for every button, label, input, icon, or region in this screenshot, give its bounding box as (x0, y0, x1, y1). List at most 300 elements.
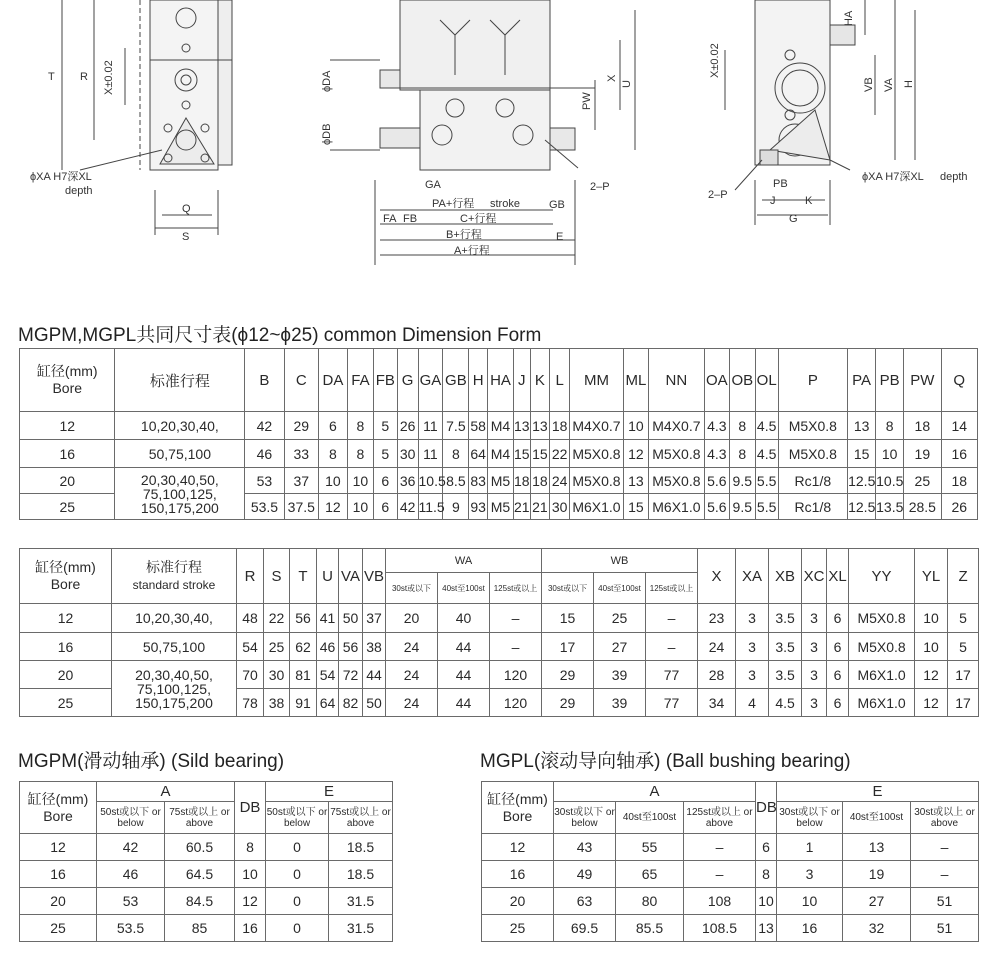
table-cell: 58 (469, 412, 488, 440)
t1-bore-16: 16 (20, 440, 115, 468)
table-cell: 56 (339, 633, 363, 661)
mid-label-GB: GB (549, 199, 565, 211)
table-cell: 22 (550, 440, 570, 468)
t2-col-VA: VA (339, 549, 363, 604)
mgpl-a-sub-2: 40st至100st (616, 802, 684, 834)
t1-col-NN: NN (648, 349, 704, 412)
table-cell: 10 (915, 633, 948, 661)
table-cell: 10 (623, 412, 648, 440)
t1-col-PW: PW (904, 349, 941, 412)
table-cell: 10 (777, 888, 843, 915)
table-row (20, 633, 979, 661)
table-cell: 10 (235, 861, 266, 888)
mid-label-P: 2–P (590, 181, 610, 193)
middle-view-drawing (330, 0, 635, 265)
left-label-Q: Q (182, 203, 191, 215)
table-cell: 6 (827, 689, 849, 717)
table-cell: 10 (876, 440, 904, 468)
table-cell: 26 (397, 412, 418, 440)
table-cell: 44 (438, 689, 490, 717)
table-cell: 10 (347, 494, 373, 520)
t2-col-T: T (290, 549, 317, 604)
table-cell: M6X1.0 (569, 494, 623, 520)
table-cell: 15 (623, 494, 648, 520)
mid-label-FA: FA (383, 213, 397, 225)
table-cell: M5X0.8 (849, 633, 915, 661)
table-cell: – (911, 861, 979, 888)
table-cell: 6 (373, 468, 397, 494)
table-cell: 15 (542, 604, 594, 633)
table-cell: 39 (594, 689, 646, 717)
t2-wb-sub-2: 40st至100st (594, 573, 646, 604)
table-cell: 22 (264, 604, 290, 633)
table-cell: 12 (318, 494, 347, 520)
table-cell: 9 (443, 494, 469, 520)
table-cell: 63 (554, 888, 616, 915)
right-label-K: K (805, 195, 813, 207)
mgpl-col-DB: DB (756, 782, 777, 834)
table-cell: 50 (363, 689, 386, 717)
t1-stroke-multiline (115, 468, 245, 520)
t2-wb-sub-3: 125st或以上 (646, 573, 698, 604)
table-cell: 9.5 (729, 468, 755, 494)
mgpl-col-A: A (554, 782, 756, 802)
mgpm-title: MGPM(滑动轴承) (Sild bearing) (18, 751, 285, 772)
table-cell: 18 (530, 468, 550, 494)
table-cell: 4.3 (704, 440, 729, 468)
table-cell: 4.5 (769, 689, 802, 717)
table-cell: Rc1/8 (778, 494, 848, 520)
table-cell: 37.5 (284, 494, 318, 520)
table-cell: 6 (827, 633, 849, 661)
table-cell: 24 (550, 468, 570, 494)
common-form-title: MGPM,MGPL共同尺寸表(ϕ12~ϕ25) common Dimension Form (18, 325, 542, 346)
table-cell: 3 (736, 661, 769, 689)
t1-col-OA: OA (704, 349, 729, 412)
t1-stroke-line-4: 75,100,125, (142, 485, 217, 502)
table-cell: – (490, 604, 542, 633)
t1-col-DA: DA (318, 349, 347, 412)
table-cell: 19 (904, 440, 941, 468)
t1-col-MM: MM (569, 349, 623, 412)
t2-col-XL: XL (827, 549, 849, 604)
mid-label-GA: GA (425, 179, 441, 191)
table-cell: 18 (550, 412, 570, 440)
table-cell: 15 (848, 440, 876, 468)
t1-stroke-header: 标准行程 (115, 349, 245, 412)
table-cell: 31.5 (329, 888, 393, 915)
table-cell: 53 (245, 468, 284, 494)
table-row (20, 834, 393, 861)
mid-label-a-stroke: A+行程 (454, 245, 490, 257)
t2-col-X: X (698, 549, 736, 604)
table-cell: 13 (513, 412, 530, 440)
table-row (20, 861, 393, 888)
table-cell: 14 (941, 412, 978, 440)
table-cell: 21 (530, 494, 550, 520)
t1-col-HA: HA (488, 349, 514, 412)
t2-bore-25: 25 (20, 689, 112, 717)
table-cell: 15 (530, 440, 550, 468)
table-cell: 49 (554, 861, 616, 888)
table-cell: 108.5 (684, 915, 756, 942)
table-cell: 25 (264, 633, 290, 661)
t1-stroke-line-2: 50,75,100 (115, 440, 245, 468)
table-cell: 60.5 (165, 834, 235, 861)
table-cell: 64 (469, 440, 488, 468)
table-cell: 10.5 (876, 468, 904, 494)
table-cell: 26 (941, 494, 978, 520)
table-cell: 12 (235, 888, 266, 915)
t2-col-VB: VB (363, 549, 386, 604)
table-cell: 46 (317, 633, 339, 661)
t2-col-U: U (317, 549, 339, 604)
table-cell: 6 (318, 412, 347, 440)
table-cell: 48 (237, 604, 264, 633)
table-cell: 25 (482, 915, 554, 942)
mgpl-bore-header (482, 782, 554, 834)
table-cell: 19 (843, 861, 911, 888)
table-cell: 12 (915, 689, 948, 717)
table-cell: 10.5 (418, 468, 443, 494)
table-cell: 31.5 (329, 915, 393, 942)
table-cell: – (911, 834, 979, 861)
table-cell: 8 (235, 834, 266, 861)
table-cell: 13 (843, 834, 911, 861)
mgpl-header-row-1 (482, 782, 979, 802)
mgpl-a-sub-3: 125st或以上 or above (684, 802, 756, 834)
table-cell: 30 (264, 661, 290, 689)
table-cell: 37 (284, 468, 318, 494)
t2-col-XC: XC (802, 549, 827, 604)
table-row (20, 604, 979, 633)
table-cell: 51 (911, 888, 979, 915)
t1-col-OB: OB (729, 349, 755, 412)
table-cell: 10 (756, 888, 777, 915)
table-row (482, 834, 979, 861)
common-dimension-table-1 (19, 348, 978, 520)
table-cell: M6X1.0 (849, 689, 915, 717)
table-cell: 91 (290, 689, 317, 717)
right-label-depth: depth (940, 171, 968, 183)
table-cell: 5 (948, 604, 979, 633)
right-label-P: 2–P (708, 189, 728, 201)
mid-label-PW: PW (581, 92, 593, 110)
table-cell: 8 (347, 440, 373, 468)
table-cell: 85.5 (616, 915, 684, 942)
mgpm-bore-cn: 缸径(mm) (27, 790, 89, 807)
t2-col-S: S (264, 549, 290, 604)
table-cell: 0 (266, 861, 329, 888)
mgpm-col-DB: DB (235, 782, 266, 834)
table-cell: 20 (482, 888, 554, 915)
table-cell: 44 (438, 633, 490, 661)
t1-col-ML: ML (623, 349, 648, 412)
t2-col-Z: Z (948, 549, 979, 604)
table-cell: M5 (488, 494, 514, 520)
t1-col-C: C (284, 349, 318, 412)
table-cell: 85 (165, 915, 235, 942)
table-cell: 4.5 (755, 412, 778, 440)
t2-col-XA: XA (736, 549, 769, 604)
table-cell: 8 (729, 412, 755, 440)
t1-col-GA: GA (418, 349, 443, 412)
right-view-drawing (725, 0, 915, 225)
table-row (20, 440, 978, 468)
t2-stroke-line-2: 50,75,100 (112, 633, 237, 661)
right-label-J: J (770, 195, 776, 207)
right-label-PB: PB (773, 178, 788, 190)
table-cell: M4 (488, 440, 514, 468)
table-cell: 6 (827, 661, 849, 689)
mid-label-DB: ϕDB (321, 123, 333, 145)
mgpl-a-sub-1: 30st或以下 or below (554, 802, 616, 834)
t2-col-R: R (237, 549, 264, 604)
table-cell: 17 (948, 689, 979, 717)
mgpm-a-sub-1: 50st或以下 or below (97, 802, 165, 834)
table-cell: M4 (488, 412, 514, 440)
left-view-drawing (62, 0, 232, 235)
table-cell: 11.5 (418, 494, 443, 520)
right-label-HA: HA (843, 10, 855, 26)
table-cell: 34 (698, 689, 736, 717)
table-cell: 8 (756, 861, 777, 888)
table-cell: 53.5 (97, 915, 165, 942)
table-cell: 8.5 (443, 468, 469, 494)
table-cell: 33 (284, 440, 318, 468)
table-cell: 3 (802, 633, 827, 661)
t1-col-FA: FA (347, 349, 373, 412)
table-cell: 77 (646, 689, 698, 717)
mgpl-e-sub-2: 40st至100st (843, 802, 911, 834)
table-cell: 3.5 (769, 604, 802, 633)
left-label-R: R (80, 71, 88, 83)
table-cell: 30 (550, 494, 570, 520)
table-cell: 25 (20, 915, 97, 942)
table-cell: 41 (317, 604, 339, 633)
mid-label-pa-stroke: PA+行程 (432, 198, 475, 210)
table-cell: 0 (266, 834, 329, 861)
table-cell: 38 (363, 633, 386, 661)
table-cell: 46 (245, 440, 284, 468)
t2-stroke-cn: 标准行程 (146, 558, 202, 575)
table-cell: 83 (469, 468, 488, 494)
table-cell: 17 (948, 661, 979, 689)
table-cell: 64.5 (165, 861, 235, 888)
t1-col-B: B (245, 349, 284, 412)
table-cell: 18.5 (329, 834, 393, 861)
table-cell: 78 (237, 689, 264, 717)
table-cell: M5X0.8 (778, 440, 848, 468)
table-cell: – (490, 633, 542, 661)
table-cell: 16 (941, 440, 978, 468)
table-cell: 5 (373, 440, 397, 468)
table-cell: 70 (237, 661, 264, 689)
table-cell: M4X0.7 (648, 412, 704, 440)
table-cell: 18 (513, 468, 530, 494)
right-label-VB: VB (863, 77, 875, 92)
t2-col-WA: WA (386, 549, 542, 573)
t1-bore-en: Bore (52, 380, 83, 396)
mgpm-e-sub-2: 75st或以上 or above (329, 802, 393, 834)
table-cell: 40 (438, 604, 490, 633)
table-cell: 1 (777, 834, 843, 861)
table-cell: 38 (264, 689, 290, 717)
table-cell: 50 (339, 604, 363, 633)
table-cell: 24 (386, 633, 438, 661)
table-cell: 77 (646, 661, 698, 689)
mgpm-e-sub-1: 50st或以下 or below (266, 802, 329, 834)
mid-label-b-stroke: B+行程 (446, 229, 482, 241)
t1-col-GB: GB (443, 349, 469, 412)
table-cell: 20 (386, 604, 438, 633)
t2-stroke-multiline (112, 661, 237, 717)
table-cell: – (646, 604, 698, 633)
table-cell: M5X0.8 (569, 468, 623, 494)
mgpm-col-E: E (266, 782, 393, 802)
table-cell: 13 (530, 412, 550, 440)
table-cell: 93 (469, 494, 488, 520)
table-cell: 108 (684, 888, 756, 915)
t1-col-PB: PB (876, 349, 904, 412)
table-cell: 24 (386, 689, 438, 717)
mid-label-U: U (621, 80, 633, 88)
table-cell: 42 (397, 494, 418, 520)
table-cell: – (684, 861, 756, 888)
t1-col-K: K (530, 349, 550, 412)
table-cell: 29 (542, 689, 594, 717)
table-cell: 55 (616, 834, 684, 861)
right-label-VA: VA (883, 78, 895, 92)
table-cell: 16 (20, 861, 97, 888)
t2-stroke-line-5: 150,175,200 (135, 694, 213, 711)
table-cell: 5.6 (704, 494, 729, 520)
mgpm-table (19, 781, 393, 942)
table-cell: 6 (756, 834, 777, 861)
table-cell: 7.5 (443, 412, 469, 440)
table-row (20, 915, 393, 942)
t1-col-PA: PA (848, 349, 876, 412)
table-cell: 36 (397, 468, 418, 494)
mgpl-header-row-2 (482, 802, 979, 834)
mgpm-a-sub-2: 75st或以上 or above (165, 802, 235, 834)
mgpl-col-E: E (777, 782, 979, 802)
table-cell: 0 (266, 888, 329, 915)
table-cell: 54 (237, 633, 264, 661)
t1-col-FB: FB (373, 349, 397, 412)
table-cell: 64 (317, 689, 339, 717)
table-cell: 29 (542, 661, 594, 689)
t2-col-XB: XB (769, 549, 802, 604)
table-cell: 5.5 (755, 494, 778, 520)
table-row (20, 468, 978, 494)
left-label-X: X±0.02 (103, 60, 115, 95)
table-cell: 3 (736, 604, 769, 633)
table-cell: 53.5 (245, 494, 284, 520)
table-cell: 28 (698, 661, 736, 689)
table-cell: 53 (97, 888, 165, 915)
table-cell: 27 (843, 888, 911, 915)
table-cell: M5X0.8 (849, 604, 915, 633)
table-cell: 3 (802, 689, 827, 717)
table-cell: 13 (623, 468, 648, 494)
t1-col-J: J (513, 349, 530, 412)
table-cell: 0 (266, 915, 329, 942)
t2-col-YY: YY (849, 549, 915, 604)
t1-col-P: P (778, 349, 848, 412)
table-cell: 9.5 (729, 494, 755, 520)
table-cell: 43 (554, 834, 616, 861)
t1-col-H: H (469, 349, 488, 412)
left-label-T: T (48, 71, 55, 83)
table-cell: 12 (482, 834, 554, 861)
t2-stroke-line-4: 75,100,125, (137, 680, 211, 697)
technical-drawings (0, 0, 1000, 275)
left-label-S: S (182, 231, 190, 243)
t2-wa-sub-2: 40st至100st (438, 573, 490, 604)
t1-col-L: L (550, 349, 570, 412)
table-cell: 24 (386, 661, 438, 689)
table-cell: 39 (594, 661, 646, 689)
table-cell: 12 (20, 834, 97, 861)
table-cell: 4.5 (755, 440, 778, 468)
table-cell: 8 (347, 412, 373, 440)
common-dimension-table-2 (19, 548, 979, 717)
table-cell: 25 (594, 604, 646, 633)
right-label-X: X±0.02 (709, 43, 721, 78)
table-cell: 3 (736, 633, 769, 661)
table-cell: 13.5 (876, 494, 904, 520)
table-cell: 42 (245, 412, 284, 440)
mid-label-X: X (606, 74, 618, 82)
mgpm-bore-en: Bore (43, 807, 73, 824)
table-cell: 5 (948, 633, 979, 661)
left-label-depth: depth (65, 185, 93, 197)
t1-stroke-line-1: 10,20,30,40, (115, 412, 245, 440)
table-cell: 44 (363, 661, 386, 689)
table-cell: – (684, 834, 756, 861)
left-label-xa: ϕXA H7深XL (30, 171, 92, 183)
t2-col-YL: YL (915, 549, 948, 604)
mgpl-e-sub-1: 30st或以下 or below (777, 802, 843, 834)
table-cell: 8 (876, 412, 904, 440)
mid-label-FB: FB (403, 213, 418, 225)
table-cell: 120 (490, 661, 542, 689)
t2-bore-en: Bore (50, 576, 81, 592)
table-cell: M6X1.0 (648, 494, 704, 520)
table-cell: 3.5 (769, 633, 802, 661)
table-cell: 3 (802, 661, 827, 689)
table-cell: 82 (339, 689, 363, 717)
mid-label-stroke: stroke (490, 198, 520, 210)
t2-wa-sub-1: 30st或以下 (386, 573, 438, 604)
table-row (20, 412, 978, 440)
table-cell: M5X0.8 (648, 468, 704, 494)
t1-stroke-line-5: 150,175,200 (140, 499, 219, 516)
table-cell: 4 (736, 689, 769, 717)
t2-wb-sub-1: 30st或以下 (542, 573, 594, 604)
table-cell: M6X1.0 (849, 661, 915, 689)
table-cell: 13 (848, 412, 876, 440)
table-cell: 18 (941, 468, 978, 494)
table-cell: 80 (616, 888, 684, 915)
table-cell: 37 (363, 604, 386, 633)
mid-label-E: E (556, 231, 564, 243)
table-cell: 11 (418, 412, 443, 440)
mgpl-table (481, 781, 979, 942)
table-cell: 24 (698, 633, 736, 661)
t1-col-OL: OL (755, 349, 778, 412)
